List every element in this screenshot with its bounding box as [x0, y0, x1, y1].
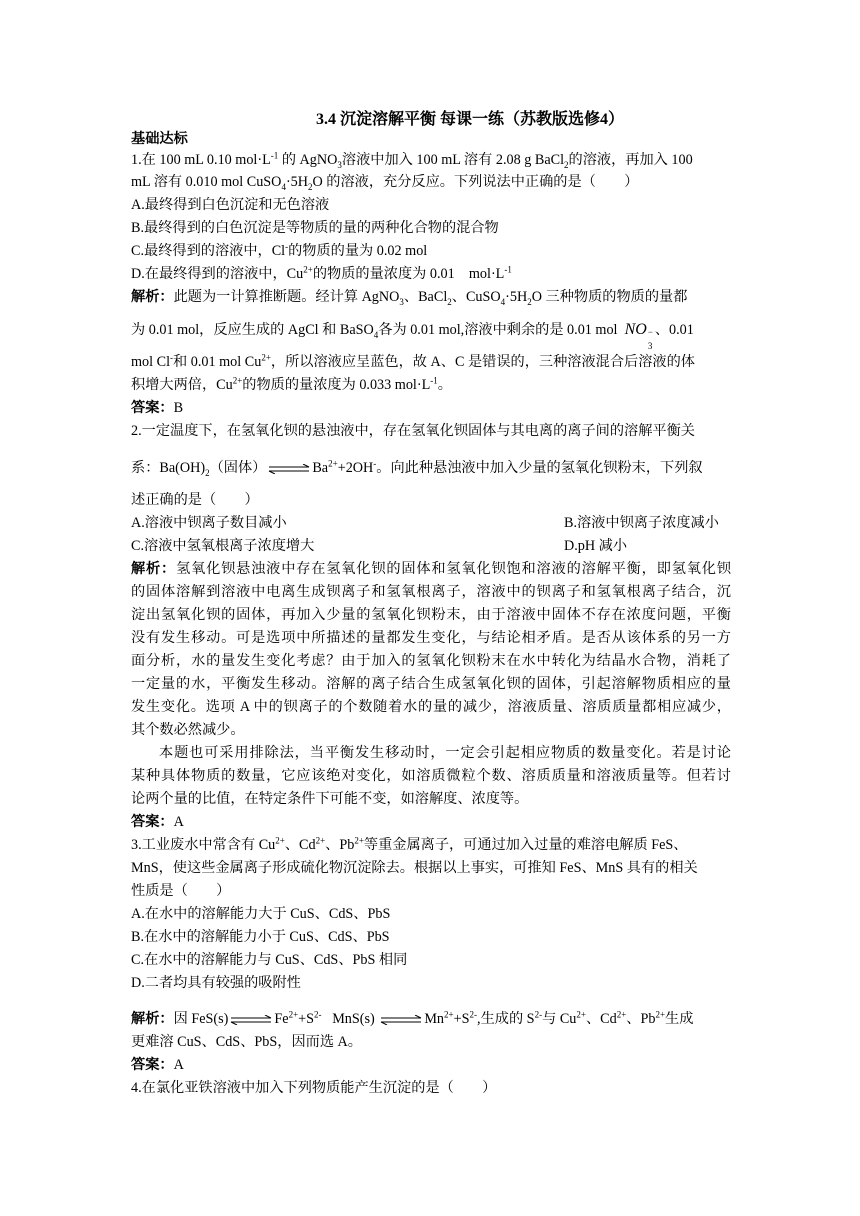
equilibrium-arrow-icon — [267, 464, 311, 474]
equilibrium-arrow-icon — [229, 1015, 273, 1025]
q3-analysis-line2: 更难溶 CuS、CdS、PbS，因而选 A。 — [131, 1034, 362, 1050]
section-heading: 基础达标 — [131, 131, 188, 147]
nitrate-formula: NO − 3 — [624, 321, 653, 351]
q2-analysis-line2: 的固体溶解到溶液中电离生成钡离子和氢氧根离子，溶液中的钡离子和氢氧根离子结合，沉 — [131, 584, 731, 600]
q3-option-c: C.在水中的溶解能力与 CuS、CdS、PbS 相同 — [131, 952, 408, 968]
q1-option-a: A.最终得到白色沉淀和无色溶液 — [131, 197, 330, 213]
q2-stem-line2: 系：$Ba(OH)_2$（固体） $Ba^{2+}+2OH^-$。向此种悬浊液中加入少量的氢氧化钡粉末，下列叙 — [131, 458, 703, 478]
q2-options-row1 — [131, 513, 731, 533]
q3-answer: 答案：A — [131, 1057, 184, 1073]
q1-stem-line2: mL 溶有 0.010 mol $CuSO_4\cdot 5H_2O$ 的溶液，充分反应。下列说法中正确的是（ ） — [131, 174, 639, 192]
q2-analysis-line5: 面分析，水的量发生变化考虑？由于加入的氢氧化钡粉末在水中转化为结晶水合物，消耗了 — [131, 653, 731, 669]
q3-analysis-line1: 解析：因 FeS(s) $Fe^{2+}+S^{2-}$ MnS(s) $Mn^{2+}+S^{2-}$,生成的 $S^{2-}$与 $Cu^{2+}$、$Cd^{2+}$、$Pb^{2+}$生成 — [131, 1009, 694, 1027]
q2-analysis-line8: 其个数必然减少。 — [131, 722, 245, 738]
q1-stem-line1: 1.在 100 mL 0.10 $mol\cdot L^{-1}$ 的 AgNO$_3$溶液中加入 100 mL 溶有 2.08 g BaCl$_2$的溶液，再加入 100 — [131, 150, 693, 170]
q2-stem-line1: 2.一定温度下，在氢氧化钡的悬浊液中，存在氢氧化钡固体与其电离的离子间的溶解平衡关 — [131, 423, 695, 439]
q3-stem-line3: 性质是（ ） — [131, 883, 231, 899]
q2-note-line1: 本题也可采用排除法，当平衡发生移动时，一定会引起相应物质的数量变化。若是讨论 — [159, 745, 731, 761]
q2-analysis-line1: 解析：氢氧化钡悬浊液中存在氢氧化钡的固体和氢氧化钡饱和溶液的溶解平衡，即氢氧化钡 — [131, 561, 731, 577]
q1-answer: 答案：B — [131, 400, 184, 416]
q3-stem-line2: MnS，使这些金属离子形成硫化物沉淀除去。根据以上事实，可推知 FeS、MnS 具有的相关 — [131, 860, 698, 876]
q2-note-line2: 某种具体物质的数量，它应该绝对变化，如溶质微粒个数、溶质质量和溶液质量等。但若讨 — [131, 768, 731, 784]
q1-option-d: D.在最终得到的溶液中，$Cu^{2+}$的物质的量浓度为 0.01 $mol\cdot L^{-1}$ — [131, 264, 512, 282]
q2-answer: 答案：A — [131, 814, 184, 830]
q3-option-a: A.在水中的溶解能力大于 CuS、CdS、PbS — [131, 906, 391, 922]
q1-analysis-line3: mol Cl-和 0.01 mol $Cu^{2+}$，所以溶液应呈蓝色，故 A、C 是错误的，三种溶液混合后溶液的体 — [131, 352, 695, 370]
q2-analysis-line6: 一定量的水，平衡发生移动。溶解的离子结合生成氢氧化钡的固体，引起溶解物质相应的量 — [131, 676, 731, 692]
q2-analysis-line7: 发生变化。选项 A 中的钡离子的个数随着水的量的减少，溶液质量、溶质质量都相应减少， — [131, 699, 731, 715]
q2-note-line3: 论两个量的比值，在特定条件下可能不变，如溶解度、浓度等。 — [131, 791, 529, 807]
q2-option-d: D.pH 减小 — [564, 538, 628, 554]
q3-stem-line1: 3.工业废水中常含有 $Cu^{2+}$、$Cd^{2+}$、$Pb^{2+}$等重金属离子，可通过加入过量的难溶电解质 FeS、 — [131, 835, 688, 853]
q2-option-b: B.溶液中钡离子浓度减小 — [564, 515, 719, 531]
q2-options-row2 — [131, 536, 731, 556]
q2-stem-line3: 述正确的是（ ） — [131, 492, 259, 508]
q2-analysis-line4: 没有发生移动。可是选项中所描述的量都发生变化，与结论相矛盾。是否从该体系的另一方 — [131, 630, 731, 646]
page-title: 3.4 沉淀溶解平衡 每课一练（苏教版选修4） — [315, 111, 624, 128]
q3-option-b: B.在水中的溶解能力小于 CuS、CdS、PbS — [131, 929, 390, 945]
equilibrium-arrow-icon — [379, 1015, 423, 1025]
q4-stem: 4.在氯化亚铁溶液中加入下列物质能产生沉淀的是（ ） — [131, 1080, 497, 1096]
q2-option-a: A.溶液中钡离子数目减小 — [131, 515, 287, 531]
q1-analysis-line2: 为 0.01 mol，反应生成的 AgCl 和 BaSO$_4$各为 0.01 mol,溶液中剩余的是 0.01 mol NO − 3 、0.01 — [131, 321, 694, 351]
q1-option-c: C.最终得到的溶液中，Cl-的物质的量为 0.02 mol — [131, 241, 428, 259]
q3-option-d: D.二者均具有较强的吸附性 — [131, 975, 301, 991]
q2-option-c: C.溶液中氢氧根离子浓度增大 — [131, 538, 315, 554]
q1-analysis-line4: 积增大两倍，$Cu^{2+}$的物质的量浓度为 0.033 $mol\cdot L^{-1}$。 — [131, 375, 452, 393]
q1-analysis-line1: 解析：此题为一计算推断题。经计算 AgNO$_3$、BaCl$_2$、$CuSO_4\cdot 5H_2O$ 三种物质的物质的量都 — [131, 289, 688, 307]
q1-option-b: B.最终得到的白色沉淀是等物质的量的两种化合物的混合物 — [131, 220, 499, 236]
q2-analysis-line3: 淀出氢氧化钡的固体，再加入少量的氢氧化钡粉末，由于溶液中固体不存在浓度问题，平衡 — [131, 607, 731, 623]
